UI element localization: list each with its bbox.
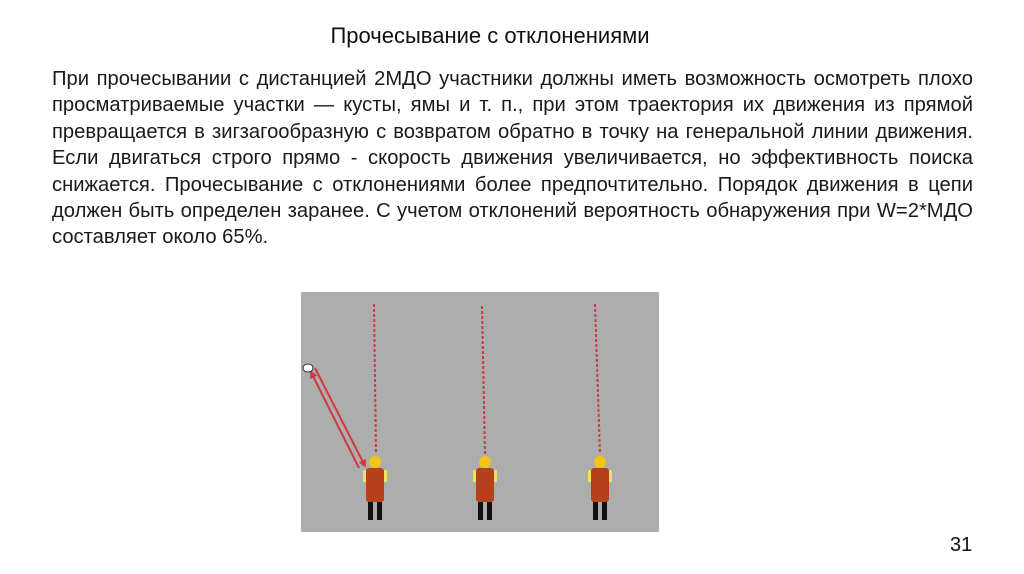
searcher-figure-2 (473, 456, 497, 520)
deviation-arrows (311, 368, 365, 468)
dotted-path-2 (482, 306, 485, 454)
slide-title-text: Прочесывание с отклонениями (330, 23, 650, 48)
slide-title (0, 20, 980, 52)
search-line-illustration (301, 292, 659, 532)
target-object-marker (303, 364, 313, 372)
dotted-path-1 (374, 304, 376, 454)
page-number: 31 (950, 534, 973, 556)
searcher-figure-3 (588, 456, 612, 520)
searcher-figure-1 (363, 456, 387, 520)
slide-body-text: При прочесывании с дистанцией 2МДО участники должны иметь возможность осмотреть плохо просматриваемые участки — кусты, ямы и т. п., при этом траектория их движения из прямой превращается в зигзагообразную с возвратом обратно в точку на генеральной линии движения. Если двигаться строго прямо - скорость движения увеличивается, но эффективность поиска снижается. Прочесывание с отклонениями более предпочтительно. Порядок движения в цепи должен быть определен заранее. С учетом отклонений вероятность обнаружения при W=2*МДО составляет около 65%. (52, 68, 973, 249)
dotted-path-3 (595, 304, 600, 454)
